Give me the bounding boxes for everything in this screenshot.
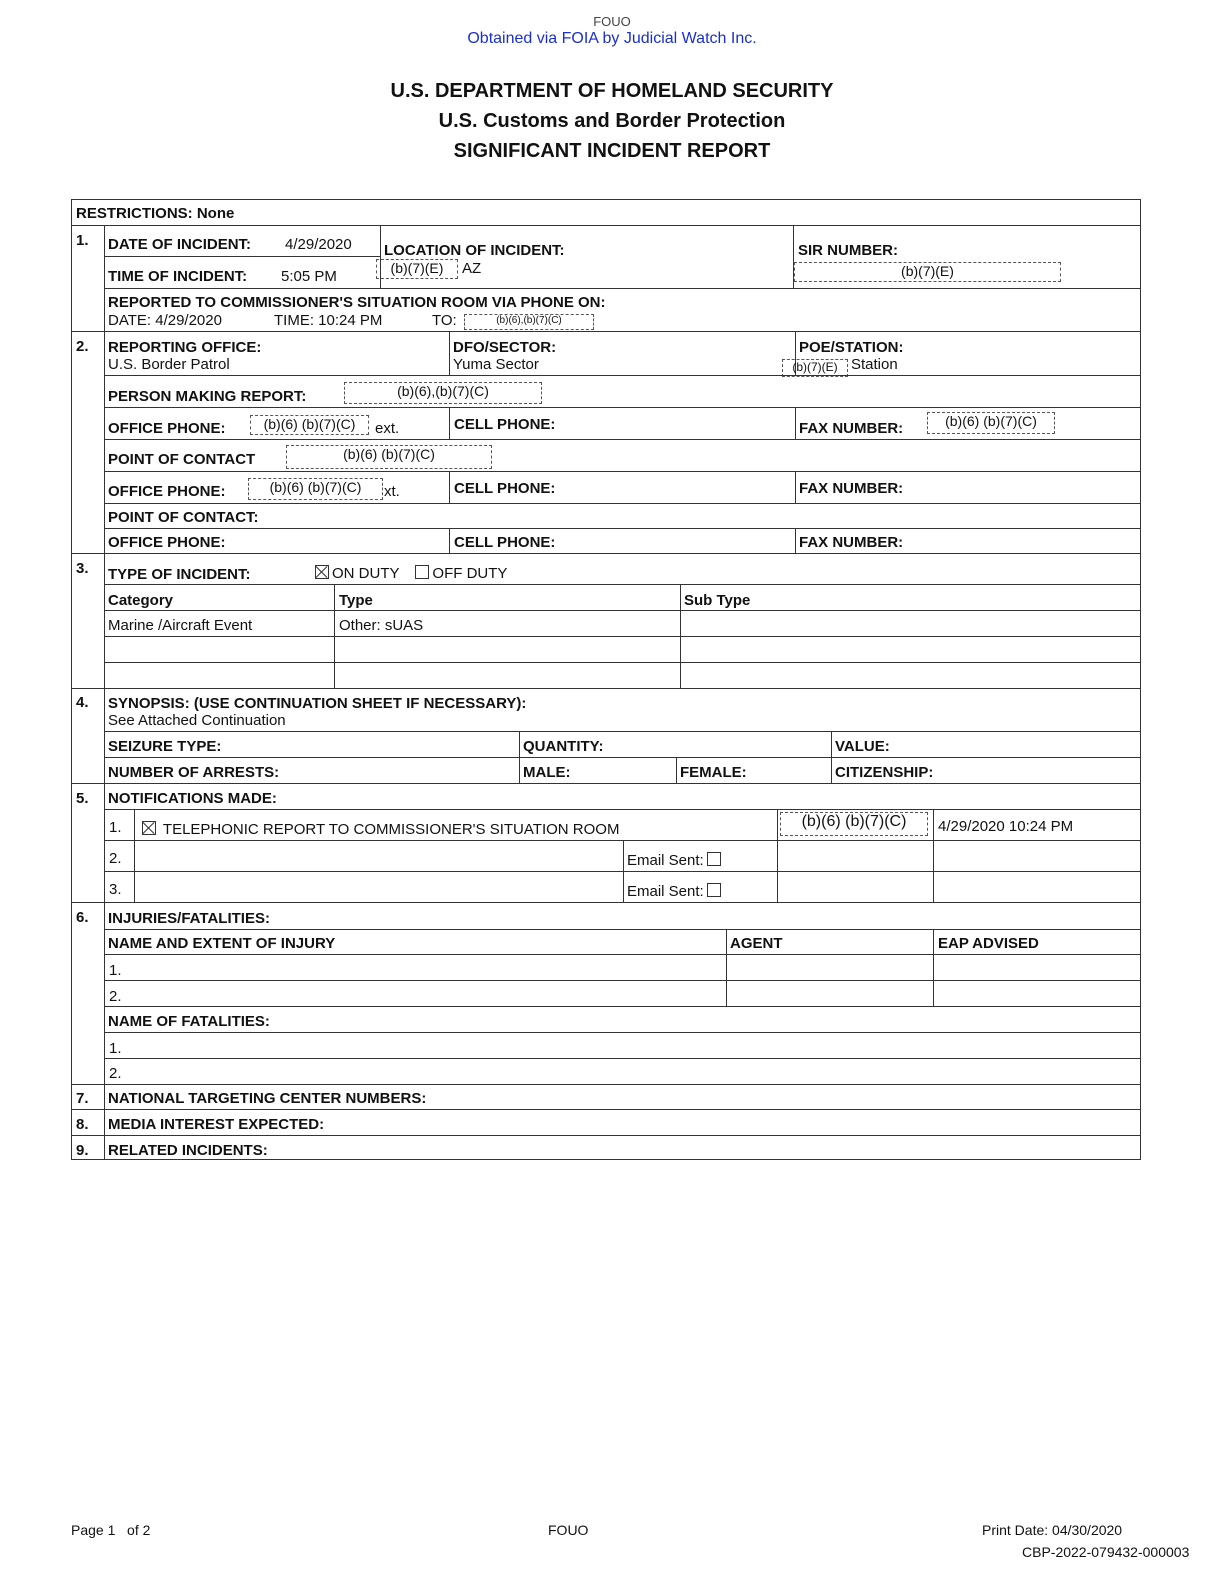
media-interest-label: MEDIA INTEREST EXPECTED: bbox=[108, 1116, 325, 1133]
reported-to-redaction: (b)(6),(b)(7)(C) bbox=[464, 314, 594, 330]
fatality-2-number: 2. bbox=[109, 1065, 122, 1082]
title-component: U.S. Customs and Border Protection bbox=[438, 110, 786, 132]
divider bbox=[72, 1109, 1141, 1110]
notification-3-number: 3. bbox=[109, 881, 122, 898]
reported-time: TIME: 10:24 PM bbox=[274, 312, 383, 329]
divider bbox=[72, 902, 1141, 903]
notification-1-text: TELEPHONIC REPORT TO COMMISSIONER'S SITUATION ROOM bbox=[162, 821, 620, 838]
column-subtype: Sub Type bbox=[684, 592, 751, 609]
location-redaction: (b)(7)(E) bbox=[376, 259, 458, 279]
divider bbox=[105, 929, 1141, 930]
page-number bbox=[71, 1522, 150, 1538]
type-of-incident-label: TYPE OF INCIDENT: bbox=[108, 566, 251, 583]
dfo-sector-value: Yuma Sector bbox=[453, 356, 539, 373]
column-type: Type bbox=[339, 592, 373, 609]
print-date: Print Date: 04/30/2020 bbox=[982, 1522, 1123, 1538]
cell-phone-3-label: CELL PHONE: bbox=[454, 534, 556, 551]
notification-3-email bbox=[627, 883, 724, 900]
divider bbox=[72, 1084, 1141, 1085]
divider bbox=[72, 783, 1141, 784]
sir-number-label: SIR NUMBER: bbox=[798, 242, 898, 259]
divider bbox=[105, 1058, 1141, 1059]
divider bbox=[105, 809, 1141, 810]
poe-station-value: Station bbox=[851, 356, 898, 373]
divider bbox=[105, 731, 1141, 732]
time-of-incident-value: 5:05 PM bbox=[281, 268, 337, 285]
fax-number-2-label: FAX NUMBER: bbox=[799, 480, 904, 497]
fatality-1-number: 1. bbox=[109, 1040, 122, 1057]
document-id: CBP-2022-079432-000003 bbox=[1022, 1544, 1190, 1560]
divider bbox=[449, 471, 450, 503]
point-of-contact-redaction: (b)(6) (b)(7)(C) bbox=[286, 445, 492, 469]
poe-station-label: POE/STATION: bbox=[799, 339, 904, 356]
section-9-number: 9. bbox=[76, 1142, 89, 1159]
divider bbox=[105, 610, 1141, 611]
time-of-incident-label: TIME OF INCIDENT: bbox=[108, 268, 248, 285]
email-sent-label: Email Sent: bbox=[627, 883, 704, 900]
ntc-numbers-label: NATIONAL TARGETING CENTER NUMBERS: bbox=[108, 1090, 427, 1107]
notification-2-number: 2. bbox=[109, 850, 122, 867]
divider bbox=[105, 528, 1141, 529]
divider bbox=[72, 553, 1141, 554]
divider bbox=[105, 375, 1141, 376]
section-7-number: 7. bbox=[76, 1090, 89, 1107]
divider bbox=[105, 757, 1141, 758]
divider bbox=[105, 256, 380, 257]
section-8-number: 8. bbox=[76, 1116, 89, 1133]
notification-2-email bbox=[627, 852, 724, 869]
divider bbox=[134, 809, 135, 902]
synopsis-value: See Attached Continuation bbox=[108, 712, 286, 729]
divider bbox=[795, 407, 796, 439]
divider bbox=[105, 288, 1141, 289]
office-phone-ext: ext. bbox=[375, 420, 400, 437]
sir-number-redaction: (b)(7)(E) bbox=[794, 262, 1061, 282]
section-5-number: 5. bbox=[76, 790, 89, 807]
divider bbox=[105, 407, 1141, 408]
date-of-incident-label: DATE OF INCIDENT: bbox=[108, 236, 252, 253]
fax-number-label: FAX NUMBER: bbox=[799, 420, 904, 437]
fax-number-3-label: FAX NUMBER: bbox=[799, 534, 904, 551]
divider bbox=[72, 1135, 1141, 1136]
on-duty-label: ON DUTY bbox=[332, 565, 400, 582]
point-of-contact-label: POINT OF CONTACT bbox=[108, 451, 256, 468]
office-phone-2-ext: xt. bbox=[384, 483, 400, 500]
reported-date: DATE: 4/29/2020 bbox=[108, 312, 222, 329]
divider bbox=[726, 929, 727, 1006]
number-column-divider bbox=[104, 226, 105, 1160]
date-of-incident-value: 4/29/2020 bbox=[285, 236, 352, 253]
section-2-number: 2. bbox=[76, 338, 89, 355]
divider bbox=[449, 407, 450, 439]
foia-note: Obtained via FOIA by Judicial Watch Inc. bbox=[467, 30, 757, 47]
divider bbox=[105, 980, 1141, 981]
person-making-report-label: PERSON MAKING REPORT: bbox=[108, 388, 307, 405]
office-phone-2-label: OFFICE PHONE: bbox=[108, 483, 226, 500]
restrictions-label: RESTRICTIONS: None bbox=[76, 205, 235, 222]
divider bbox=[72, 331, 1141, 332]
column-injury-name: NAME AND EXTENT OF INJURY bbox=[108, 935, 336, 952]
number-of-arrests-label: NUMBER OF ARRESTS: bbox=[108, 764, 280, 781]
male-label: MALE: bbox=[523, 764, 571, 781]
section-3-number: 3. bbox=[76, 560, 89, 577]
divider bbox=[795, 471, 796, 503]
divider bbox=[105, 636, 1141, 637]
duty-options bbox=[312, 565, 507, 582]
off-duty-checkbox[interactable] bbox=[415, 565, 429, 579]
location-value: AZ bbox=[462, 260, 482, 277]
reported-to-label: TO: bbox=[432, 312, 457, 329]
person-making-report-redaction: (b)(6),(b)(7)(C) bbox=[344, 382, 542, 404]
divider bbox=[105, 1032, 1141, 1033]
injuries-label: INJURIES/FATALITIES: bbox=[108, 910, 270, 927]
type-value: Other: sUAS bbox=[339, 617, 424, 634]
notification-3-email-checkbox[interactable] bbox=[707, 883, 721, 897]
divider bbox=[105, 954, 1141, 955]
office-phone-2-redaction: (b)(6) (b)(7)(C) bbox=[248, 478, 383, 500]
notification-1-datetime: 4/29/2020 10:24 PM bbox=[938, 818, 1074, 835]
column-category: Category bbox=[108, 592, 174, 609]
divider bbox=[795, 528, 796, 553]
column-agent: AGENT bbox=[730, 935, 783, 952]
divider bbox=[933, 929, 934, 1006]
page-total: of 2 bbox=[127, 1522, 151, 1538]
divider bbox=[72, 688, 1141, 689]
page-label: Page 1 bbox=[71, 1522, 116, 1538]
notification-1-number: 1. bbox=[109, 819, 122, 836]
divider bbox=[105, 662, 1141, 663]
fouo-watermark: FOUO bbox=[593, 14, 631, 29]
title-report: SIGNIFICANT INCIDENT REPORT bbox=[453, 140, 771, 162]
reported-label: REPORTED TO COMMISSIONER'S SITUATION ROOM VIA PHONE ON: bbox=[108, 294, 606, 311]
synopsis-label: SYNOPSIS: (USE CONTINUATION SHEET IF NECESSARY): bbox=[108, 695, 527, 712]
notification-1-checkbox[interactable] bbox=[142, 821, 156, 835]
column-eap-advised: EAP ADVISED bbox=[938, 935, 1039, 952]
reporting-office-value: U.S. Border Patrol bbox=[108, 356, 230, 373]
injury-2-number: 2. bbox=[109, 988, 122, 1005]
notifications-label: NOTIFICATIONS MADE: bbox=[108, 790, 277, 807]
notification-1 bbox=[139, 821, 619, 838]
citizenship-label: CITIZENSHIP: bbox=[835, 764, 934, 781]
seizure-type-label: SEIZURE TYPE: bbox=[108, 738, 222, 755]
off-duty-label: OFF DUTY bbox=[432, 565, 508, 582]
cell-phone-label: CELL PHONE: bbox=[454, 416, 556, 433]
cell-phone-2-label: CELL PHONE: bbox=[454, 480, 556, 497]
divider bbox=[933, 809, 934, 902]
office-phone-3-label: OFFICE PHONE: bbox=[108, 534, 226, 551]
divider bbox=[777, 809, 778, 902]
poe-station-redaction: (b)(7)(E) bbox=[782, 359, 848, 377]
office-phone-redaction: (b)(6) (b)(7)(C) bbox=[250, 415, 369, 435]
divider bbox=[105, 471, 1141, 472]
incident-form bbox=[71, 199, 1141, 1160]
section-4-number: 4. bbox=[76, 694, 89, 711]
quantity-label: QUANTITY: bbox=[523, 738, 604, 755]
injury-1-number: 1. bbox=[109, 962, 122, 979]
divider bbox=[105, 503, 1141, 504]
fatalities-label: NAME OF FATALITIES: bbox=[108, 1013, 270, 1030]
divider bbox=[105, 439, 1141, 440]
divider bbox=[105, 584, 1141, 585]
section-1-number: 1. bbox=[76, 232, 89, 249]
footer-fouo: FOUO bbox=[548, 1522, 589, 1538]
notification-2-email-checkbox[interactable] bbox=[707, 852, 721, 866]
value-label: VALUE: bbox=[835, 738, 890, 755]
category-value: Marine /Aircraft Event bbox=[108, 617, 253, 634]
divider bbox=[105, 1006, 1141, 1007]
female-label: FEMALE: bbox=[680, 764, 747, 781]
divider bbox=[449, 528, 450, 553]
on-duty-checkbox[interactable] bbox=[315, 565, 329, 579]
section-6-number: 6. bbox=[76, 909, 89, 926]
dfo-sector-label: DFO/SECTOR: bbox=[453, 339, 557, 356]
reporting-office-label: REPORTING OFFICE: bbox=[108, 339, 262, 356]
fax-number-redaction: (b)(6) (b)(7)(C) bbox=[927, 412, 1055, 434]
restrictions-row bbox=[72, 200, 1140, 226]
title-agency: U.S. DEPARTMENT OF HOMELAND SECURITY bbox=[390, 80, 834, 102]
notification-1-redaction: (b)(6) (b)(7)(C) bbox=[780, 812, 928, 836]
office-phone-label: OFFICE PHONE: bbox=[108, 420, 226, 437]
divider bbox=[449, 331, 450, 375]
email-sent-label: Email Sent: bbox=[627, 852, 704, 869]
divider bbox=[623, 840, 624, 902]
divider bbox=[676, 757, 677, 783]
location-label: LOCATION OF INCIDENT: bbox=[384, 242, 565, 259]
point-of-contact-2-label: POINT OF CONTACT: bbox=[108, 509, 259, 526]
related-incidents-label: RELATED INCIDENTS: bbox=[108, 1142, 268, 1159]
